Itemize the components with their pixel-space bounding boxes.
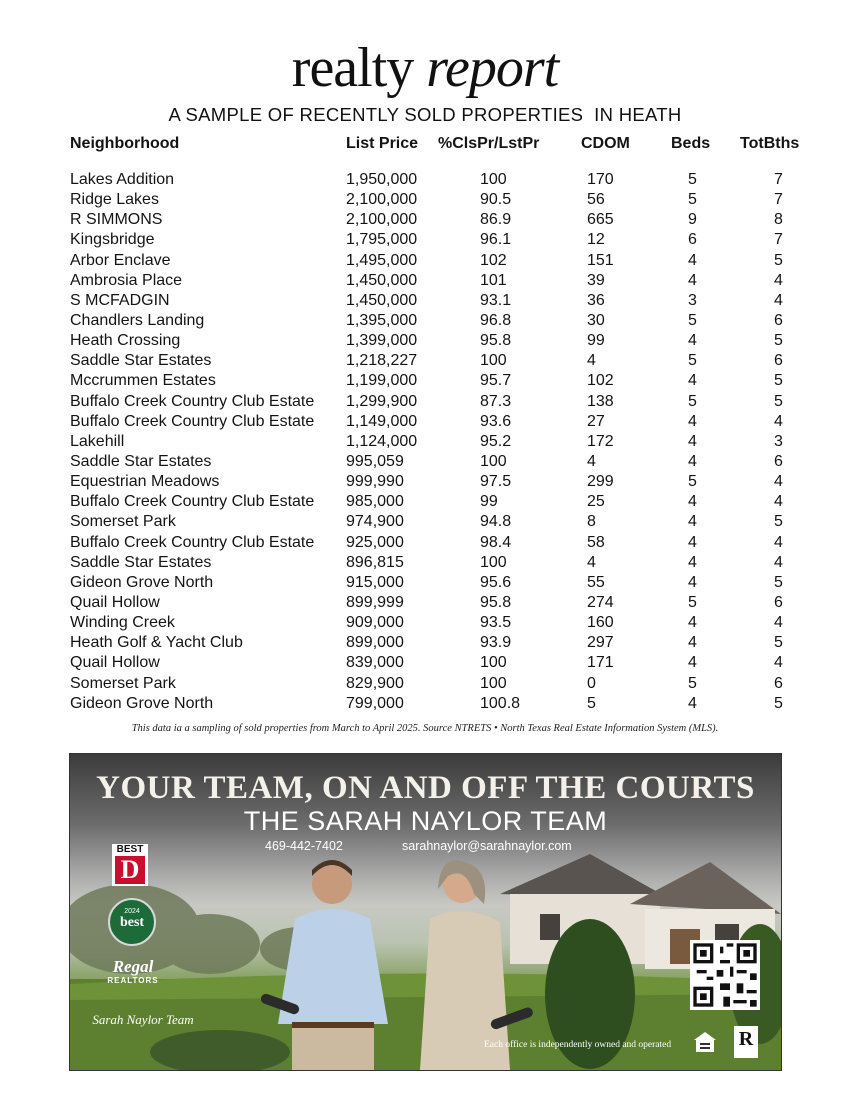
header-beds: Beds (671, 135, 711, 152)
cell-close-list-ratio: 93.5 (480, 614, 512, 632)
table-row (66, 512, 816, 532)
table-row (66, 432, 816, 452)
cell-beds: 5 (688, 191, 697, 209)
cell-cdom: 99 (587, 332, 605, 350)
sold-properties-table (66, 132, 816, 714)
table-row (66, 351, 816, 371)
cell-close-list-ratio: 90.5 (480, 191, 512, 209)
table-row (66, 653, 816, 673)
cell-neighborhood: Chandlers Landing (70, 312, 205, 330)
table-row (66, 210, 816, 230)
cell-cdom: 299 (587, 473, 614, 491)
cell-beds: 4 (688, 553, 697, 571)
cell-neighborhood: Quail Hollow (70, 654, 160, 672)
cell-list-price: 915,000 (346, 573, 404, 591)
qr-code[interactable] (690, 940, 760, 1010)
table-header-row (66, 132, 816, 156)
cell-close-list-ratio: 100 (480, 352, 507, 370)
table-row (66, 674, 816, 694)
best-d-logo (112, 844, 148, 886)
cell-close-list-ratio: 95.8 (480, 332, 512, 350)
cell-cdom: 8 (587, 513, 596, 531)
header-close-list-ratio: %ClsPr/LstPr (438, 135, 540, 152)
cell-list-price: 896,815 (346, 553, 404, 571)
cell-total-baths: 7 (774, 231, 783, 249)
cell-beds: 5 (688, 674, 697, 692)
cell-cdom: 171 (587, 654, 614, 672)
title-word-realty: realty (291, 37, 427, 99)
cell-beds: 4 (688, 453, 697, 471)
cell-close-list-ratio: 86.9 (480, 211, 512, 229)
cell-beds: 4 (688, 332, 697, 350)
cell-neighborhood: Gideon Grove North (70, 573, 214, 591)
table-row (66, 633, 816, 653)
cell-cdom: 25 (587, 493, 605, 511)
cell-neighborhood: Mccrummen Estates (70, 372, 216, 390)
office-disclaimer: Each office is independently owned and operated (484, 1040, 672, 1050)
cell-total-baths: 5 (774, 372, 783, 390)
header-total-baths: TotBths (740, 135, 800, 152)
cell-list-price: 1,495,000 (346, 251, 418, 269)
table-row (66, 553, 816, 573)
cell-close-list-ratio: 96.1 (480, 231, 512, 249)
cell-cdom: 30 (587, 312, 605, 330)
cell-list-price: 2,100,000 (346, 211, 418, 229)
cell-total-baths: 4 (774, 614, 783, 632)
table-row (66, 613, 816, 633)
table-row (66, 230, 816, 250)
equal-housing-icon (692, 1030, 718, 1054)
cell-list-price: 1,395,000 (346, 312, 418, 330)
cell-cdom: 56 (587, 191, 605, 209)
cell-beds: 9 (688, 211, 697, 229)
team-name: THE SARAH NAYLOR TEAM (243, 806, 608, 836)
cell-total-baths: 5 (774, 251, 783, 269)
cell-close-list-ratio: 96.8 (480, 312, 512, 330)
table-row (66, 291, 816, 311)
table-spacer (66, 156, 816, 170)
cell-close-list-ratio: 97.5 (480, 473, 512, 491)
cell-close-list-ratio: 95.7 (480, 372, 512, 390)
table-row (66, 392, 816, 412)
table-row (66, 371, 816, 391)
cell-list-price: 1,795,000 (346, 231, 418, 249)
cell-neighborhood: Kingsbridge (70, 231, 155, 249)
cell-close-list-ratio: 95.2 (480, 432, 512, 450)
cell-cdom: 39 (587, 271, 605, 289)
cell-total-baths: 6 (774, 594, 783, 612)
header-neighborhood: Neighborhood (70, 135, 180, 152)
cell-total-baths: 7 (774, 171, 783, 189)
cell-beds: 4 (688, 372, 697, 390)
cell-list-price: 1,950,000 (346, 171, 418, 189)
cell-cdom: 160 (587, 614, 614, 632)
cell-cdom: 55 (587, 573, 605, 591)
cell-total-baths: 6 (774, 453, 783, 471)
cell-beds: 4 (688, 573, 697, 591)
cell-cdom: 27 (587, 412, 605, 430)
header-cdom: CDOM (581, 135, 630, 152)
cell-list-price: 839,000 (346, 654, 404, 672)
regal-logo-name: Regal (112, 957, 154, 976)
cell-total-baths: 5 (774, 332, 783, 350)
cell-neighborhood: Saddle Star Estates (70, 352, 212, 370)
cell-total-baths: 3 (774, 432, 783, 450)
signature-logo: Sarah Naylor Team (92, 1012, 194, 1027)
cell-close-list-ratio: 101 (480, 271, 507, 289)
data-source-footnote: This data ia a sampling of sold properties from March to April 2025. Source NTRETS • North Texas Real Estate Information System (MLS). (131, 723, 719, 734)
cell-close-list-ratio: 93.9 (480, 634, 512, 652)
cell-list-price: 829,900 (346, 674, 404, 692)
table-row (66, 311, 816, 331)
cell-close-list-ratio: 93.1 (480, 291, 512, 309)
cell-list-price: 799,000 (346, 694, 404, 712)
regal-realtors-logo (96, 958, 170, 986)
cell-neighborhood: Gideon Grove North (70, 694, 214, 712)
cell-beds: 5 (688, 473, 697, 491)
cell-beds: 4 (688, 694, 697, 712)
cell-cdom: 172 (587, 432, 614, 450)
cell-total-baths: 4 (774, 493, 783, 511)
cell-close-list-ratio: 100 (480, 171, 507, 189)
cell-cdom: 5 (587, 694, 596, 712)
cell-total-baths: 5 (774, 694, 783, 712)
cell-cdom: 297 (587, 634, 614, 652)
cell-beds: 4 (688, 634, 697, 652)
cell-list-price: 2,100,000 (346, 191, 418, 209)
cell-close-list-ratio: 100 (480, 674, 507, 692)
cell-cdom: 0 (587, 674, 596, 692)
cell-neighborhood: Ambrosia Place (70, 271, 183, 289)
cell-beds: 4 (688, 654, 697, 672)
cell-close-list-ratio: 95.6 (480, 573, 512, 591)
table-row (66, 251, 816, 271)
cell-list-price: 925,000 (346, 533, 404, 551)
cell-list-price: 1,124,000 (346, 432, 418, 450)
cell-list-price: 974,900 (346, 513, 404, 531)
table-row (66, 573, 816, 593)
cell-beds: 4 (688, 533, 697, 551)
cell-list-price: 899,000 (346, 634, 404, 652)
cell-beds: 4 (688, 513, 697, 531)
table-row (66, 170, 816, 190)
cell-neighborhood: Quail Hollow (70, 594, 160, 612)
cell-close-list-ratio: 100 (480, 654, 507, 672)
cell-neighborhood: Heath Crossing (70, 332, 181, 350)
cell-neighborhood: R SIMMONS (70, 211, 163, 229)
cell-neighborhood: Buffalo Creek Country Club Estate (70, 533, 315, 551)
cell-list-price: 909,000 (346, 614, 404, 632)
table-row (66, 593, 816, 613)
cell-neighborhood: Arbor Enclave (70, 251, 171, 269)
report-subtitle: A SAMPLE OF RECENTLY SOLD PROPERTIES IN HEATH (168, 104, 682, 125)
email-address[interactable]: sarahnaylor@sarahnaylor.com (402, 839, 572, 853)
cell-cdom: 4 (587, 453, 596, 471)
cell-cdom: 138 (587, 392, 614, 410)
cell-total-baths: 4 (774, 271, 783, 289)
cell-list-price: 1,399,000 (346, 332, 418, 350)
cell-total-baths: 6 (774, 674, 783, 692)
cell-cdom: 665 (587, 211, 614, 229)
regal-logo-sub: REALTORS (107, 976, 159, 985)
report-title (0, 36, 850, 100)
cell-list-price: 999,990 (346, 473, 404, 491)
cell-list-price: 899,999 (346, 594, 404, 612)
cell-total-baths: 4 (774, 553, 783, 571)
cell-cdom: 4 (587, 553, 596, 571)
cell-neighborhood: Buffalo Creek Country Club Estate (70, 493, 315, 511)
cell-close-list-ratio: 100 (480, 553, 507, 571)
cell-beds: 4 (688, 251, 697, 269)
cell-beds: 4 (688, 432, 697, 450)
cell-close-list-ratio: 102 (480, 251, 507, 269)
cell-close-list-ratio: 94.8 (480, 513, 512, 531)
cell-neighborhood: Somerset Park (70, 513, 176, 531)
cell-beds: 5 (688, 312, 697, 330)
cell-total-baths: 7 (774, 191, 783, 209)
cell-total-baths: 5 (774, 513, 783, 531)
cell-neighborhood: Buffalo Creek Country Club Estate (70, 392, 315, 410)
cell-beds: 4 (688, 614, 697, 632)
cell-close-list-ratio: 99 (480, 493, 498, 511)
cell-list-price: 985,000 (346, 493, 404, 511)
cell-beds: 5 (688, 171, 697, 189)
table-row (66, 694, 816, 714)
cell-cdom: 274 (587, 594, 614, 612)
table-row (66, 492, 816, 512)
seal-word: best (119, 915, 145, 930)
best-logo-letter: D (115, 856, 145, 884)
cell-neighborhood: Buffalo Creek Country Club Estate (70, 412, 315, 430)
table-row (66, 472, 816, 492)
cell-beds: 6 (688, 231, 697, 249)
cell-total-baths: 6 (774, 352, 783, 370)
cell-close-list-ratio: 100 (480, 453, 507, 471)
cell-beds: 5 (688, 392, 697, 410)
cell-close-list-ratio: 87.3 (480, 392, 512, 410)
table-row (66, 452, 816, 472)
cell-total-baths: 4 (774, 473, 783, 491)
cell-beds: 5 (688, 352, 697, 370)
cell-neighborhood: Ridge Lakes (70, 191, 159, 209)
cell-total-baths: 8 (774, 211, 783, 229)
seal-year: 2024 (124, 908, 140, 915)
cell-neighborhood: Winding Creek (70, 614, 175, 632)
title-word-report: report (426, 37, 559, 99)
cell-list-price: 1,450,000 (346, 271, 418, 289)
cell-total-baths: 6 (774, 312, 783, 330)
cell-neighborhood: Saddle Star Estates (70, 553, 212, 571)
cell-cdom: 58 (587, 533, 605, 551)
cell-total-baths: 4 (774, 291, 783, 309)
phone-number[interactable]: 469-442-7402 (265, 839, 343, 853)
cell-neighborhood: Lakehill (70, 432, 125, 450)
cell-total-baths: 4 (774, 533, 783, 551)
table-body (66, 156, 816, 714)
cell-close-list-ratio: 98.4 (480, 533, 512, 551)
cell-list-price: 1,149,000 (346, 412, 418, 430)
table-row (66, 412, 816, 432)
table-row (66, 331, 816, 351)
cell-neighborhood: Lakes Addition (70, 171, 175, 189)
cell-list-price: 1,450,000 (346, 291, 418, 309)
table-row (66, 533, 816, 553)
cell-cdom: 151 (587, 251, 614, 269)
cell-neighborhood: Equestrian Meadows (70, 473, 220, 491)
cell-beds: 3 (688, 291, 697, 309)
cell-cdom: 12 (587, 231, 605, 249)
cell-cdom: 4 (587, 352, 596, 370)
table-row (66, 271, 816, 291)
best-logo-text: BEST (116, 844, 144, 855)
cell-beds: 4 (688, 412, 697, 430)
header-list-price: List Price (346, 135, 419, 152)
team-advertisement (69, 753, 782, 1071)
cell-list-price: 1,299,900 (346, 392, 418, 410)
ad-headline: YOUR TEAM, ON AND OFF THE COURTS (96, 770, 755, 806)
cell-total-baths: 4 (774, 412, 783, 430)
cell-beds: 4 (688, 493, 697, 511)
cell-total-baths: 4 (774, 654, 783, 672)
cell-total-baths: 5 (774, 634, 783, 652)
cell-list-price: 1,199,000 (346, 372, 418, 390)
cell-close-list-ratio: 100.8 (480, 694, 521, 712)
cell-cdom: 170 (587, 171, 614, 189)
cell-close-list-ratio: 93.6 (480, 412, 512, 430)
table-row (66, 190, 816, 210)
cell-total-baths: 5 (774, 392, 783, 410)
cell-neighborhood: Somerset Park (70, 674, 176, 692)
cell-total-baths: 5 (774, 573, 783, 591)
cell-beds: 4 (688, 271, 697, 289)
cell-list-price: 1,218,227 (346, 352, 418, 370)
cell-list-price: 995,059 (346, 453, 404, 471)
cell-neighborhood: Heath Golf & Yacht Club (70, 634, 243, 652)
cell-beds: 5 (688, 594, 697, 612)
cell-close-list-ratio: 95.8 (480, 594, 512, 612)
cell-neighborhood: Saddle Star Estates (70, 453, 212, 471)
realtor-mark-logo: R (734, 1026, 758, 1058)
best-award-seal (108, 898, 156, 946)
cell-neighborhood: S MCFADGIN (70, 291, 170, 309)
cell-cdom: 102 (587, 372, 614, 390)
cell-cdom: 36 (587, 291, 605, 309)
